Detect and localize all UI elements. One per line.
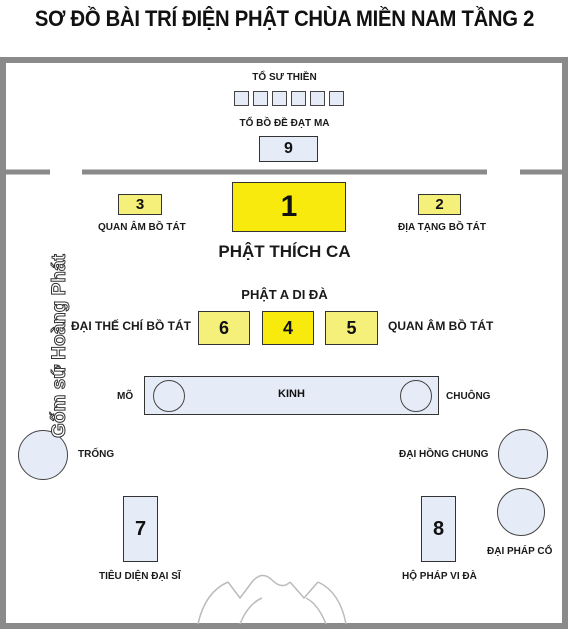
altar-3: 3 — [118, 194, 162, 215]
dai-hong-chung-bell — [498, 429, 548, 479]
page-title: SƠ ĐỒ BÀI TRÍ ĐIỆN PHẬT CHÙA MIỀN NAM TẦNG 2 — [34, 6, 535, 31]
altar-4: 4 — [262, 311, 314, 345]
patriarch-seat-5 — [310, 91, 325, 106]
mo-wooden-fish — [153, 380, 185, 412]
altar-7: 7 — [123, 496, 158, 562]
kinh-label: KINH — [278, 388, 305, 400]
dai-phap-co-label: ĐẠI PHÁP CỔ — [487, 546, 553, 557]
phat-a-di-da-label: PHẬT A DI ĐÀ — [241, 287, 328, 302]
chuong-label: CHUÔNG — [446, 391, 491, 402]
ho-phap-vi-da-label: HỘ PHÁP VI ĐÀ — [402, 571, 477, 582]
altar-6: 6 — [198, 311, 250, 345]
dia-tang-label: ĐỊA TẠNG BỒ TÁT — [398, 222, 486, 233]
altar-9: 9 — [259, 136, 318, 162]
to-su-thien-label: TỔ SƯ THIỀN — [252, 72, 317, 83]
dai-hong-chung-label: ĐẠI HỒNG CHUNG — [399, 449, 489, 460]
patriarch-seat-3 — [272, 91, 287, 106]
altar-2: 2 — [418, 194, 461, 215]
patriarch-seat-4 — [291, 91, 306, 106]
watermark-text: Gốm sứ Hoàng Phát — [49, 254, 70, 438]
phat-thich-ca-label: PHẬT THÍCH CA — [218, 242, 351, 261]
tieu-dien-dai-si-label: TIÊU DIỆN ĐẠI SĨ — [99, 571, 181, 582]
dai-phap-co-drum — [497, 488, 545, 536]
sutra-table — [144, 376, 439, 415]
altar-8: 8 — [421, 496, 456, 562]
patriarch-seat-1 — [234, 91, 249, 106]
altar-5: 5 — [325, 311, 378, 345]
altar-1-main: 1 — [232, 182, 346, 232]
quan-am-right-label: QUAN ÂM BỒ TÁT — [388, 319, 494, 333]
mo-label: MÕ — [117, 391, 134, 402]
patriarch-seat-6 — [329, 91, 344, 106]
dai-the-chi-label: ĐẠI THẾ CHÍ BỒ TÁT — [71, 319, 191, 333]
to-bo-de-dat-ma-label: TỔ BỒ ĐỀ ĐẠT MA — [239, 118, 330, 129]
chuong-bell — [400, 380, 432, 412]
quan-am-left-label: QUAN ÂM BỒ TÁT — [98, 222, 186, 233]
patriarch-seat-2 — [253, 91, 268, 106]
trong-label: TRỐNG — [78, 449, 115, 460]
